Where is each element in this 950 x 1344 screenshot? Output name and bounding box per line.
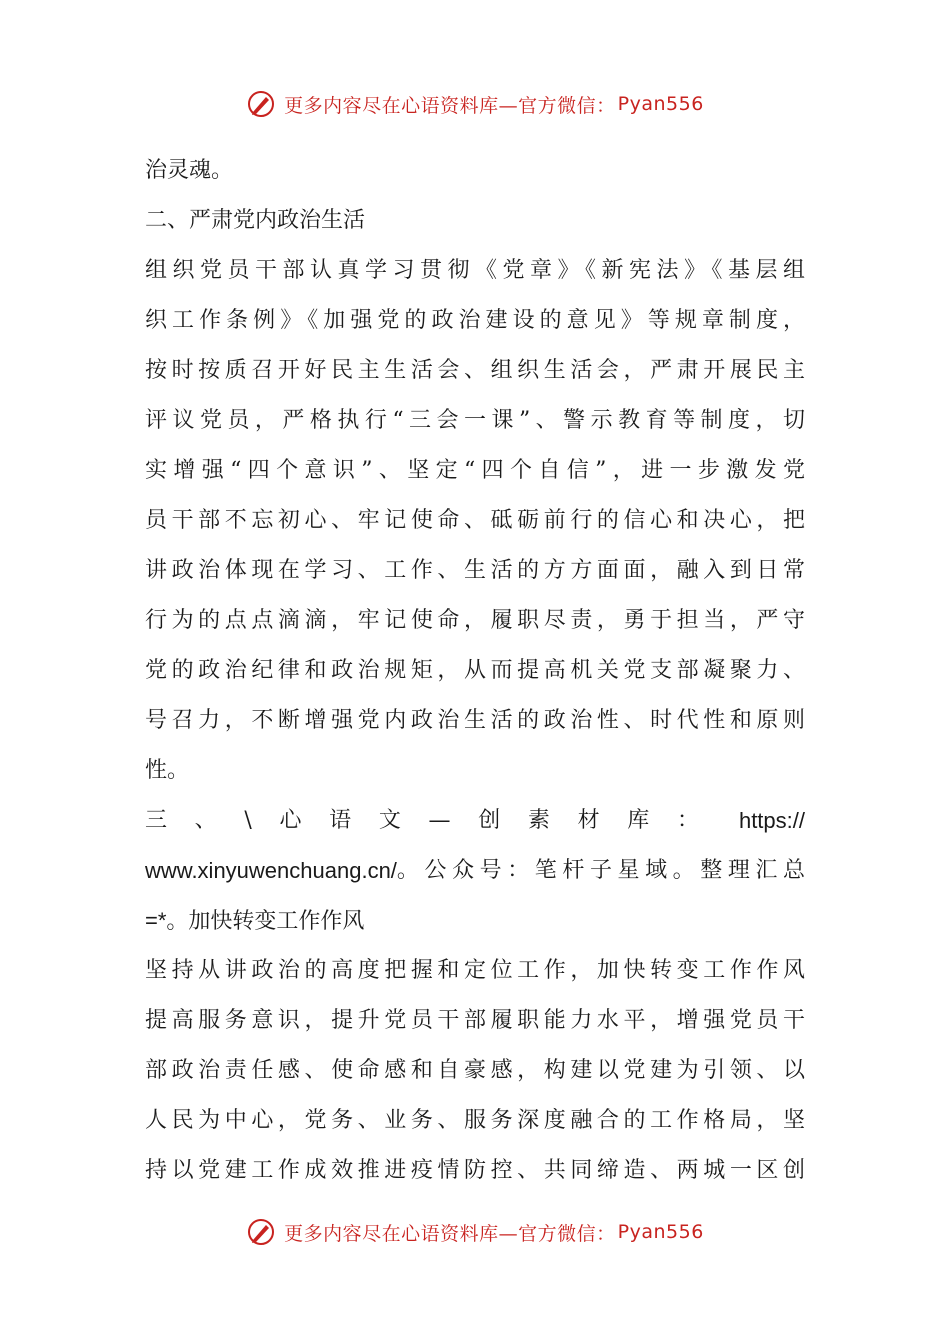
pen-logo-icon	[246, 1217, 276, 1247]
text-line: 提高服务意识，提升党员干部履职能力水平，增强党员干	[145, 1008, 805, 1033]
text-line: 讲政治体现在学习、工作、生活的方方面面，融入到日常	[145, 558, 805, 583]
text-line: 党的政治纪律和政治规矩，从而提高机关党支部凝聚力、	[145, 658, 805, 683]
text-fragment: 。公众号：笔杆子星域。整理汇总	[396, 858, 805, 883]
watermark-text: 更多内容尽在心语资料库—官方微信：	[284, 1222, 616, 1245]
header-watermark	[0, 84, 950, 124]
text-line: 组织党员干部认真学习贯彻《党章》《新宪法》《基层组	[145, 258, 805, 283]
text-line: 员干部不忘初心、牢记使命、砥砺前行的信心和决心，把	[145, 508, 805, 533]
text-line: 按时按质召开好民主生活会、组织生活会，严肃开展民主	[145, 358, 805, 383]
footer-watermark	[0, 1212, 950, 1252]
watermark-wechat-id: Pyan556	[617, 1221, 704, 1243]
text-line: 人民为中心，党务、业务、服务深度融合的工作格局，坚	[145, 1108, 805, 1133]
pen-logo-icon	[246, 89, 276, 119]
text-line: 织工作条例》《加强党的政治建设的意见》等规章制度，	[145, 308, 805, 333]
watermark-wechat-id: Pyan556	[617, 93, 704, 115]
website-url: www.xinyuwenchuang.cn/	[145, 858, 397, 883]
text-line: 评议党员，严格执行“三会一课”、警示教育等制度，切	[145, 408, 805, 433]
text-line: 实增强“四个意识”、坚定“四个自信”，进一步激发党	[145, 458, 805, 483]
text-line: 行为的点点滴滴，牢记使命，履职尽责，勇于担当，严守	[145, 608, 805, 633]
section-heading: 三、\心语文—创素材库：	[145, 808, 699, 833]
text-line	[145, 896, 805, 946]
text-line: 治灵魂。	[145, 158, 234, 183]
section-heading: 二、严肃党内政治生活	[145, 208, 366, 233]
text-line: 性。	[145, 758, 190, 783]
url-line	[145, 846, 805, 896]
text-line: 坚持从讲政治的高度把握和定位工作，加快转变工作作风	[145, 958, 805, 983]
text-line: 号召力，不断增强党内政治生活的政治性、时代性和原则	[145, 708, 805, 733]
text-fragment: =*	[145, 908, 167, 933]
section-heading: 。加快转变工作作风	[166, 909, 365, 934]
text-line: 部政治责任感、使命感和自豪感，构建以党建为引领、以	[145, 1058, 805, 1083]
document-body	[145, 146, 805, 1196]
text-line: 持以党建工作成效推进疫情防控、共同缔造、两城一区创	[145, 1158, 805, 1183]
section-heading-line	[145, 796, 805, 846]
url-part: https://	[738, 808, 805, 833]
watermark-text: 更多内容尽在心语资料库—官方微信：	[284, 94, 616, 117]
